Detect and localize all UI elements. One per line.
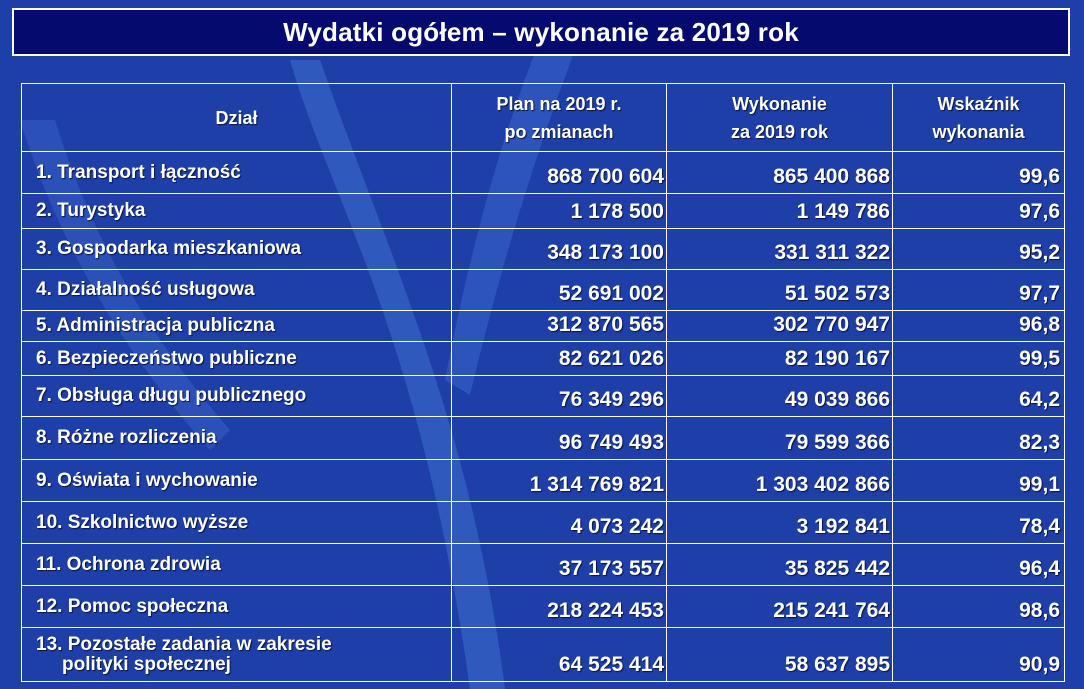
row-plan: 4 073 242 [452,502,667,544]
row-wykonanie: 331 311 322 [667,229,893,270]
table-row [22,586,1065,628]
row-name: 1. Transport i łączność [22,152,452,194]
table-row [22,544,1065,586]
row-plan: 1 178 500 [452,194,667,229]
table-row [22,628,1065,682]
row-wskaznik: 96,8 [893,311,1065,342]
page-title: Wydatki ogółem – wykonanie za 2019 rok [283,16,799,47]
row-name: 6. Bezpieczeństwo publiczne [22,342,452,376]
row-wskaznik: 97,6 [893,194,1065,229]
row-wykonanie: 58 637 895 [667,628,893,682]
row-name: 2. Turystyka [22,194,452,229]
row-wskaznik: 97,7 [893,270,1065,311]
title-bar [12,8,1070,56]
header-row [22,84,1065,152]
row-plan: 348 173 100 [452,229,667,270]
row-wskaznik: 82,3 [893,417,1065,460]
row-wykonanie: 35 825 442 [667,544,893,586]
row-plan: 64 525 414 [452,628,667,682]
row-wykonanie: 79 599 366 [667,417,893,460]
row-wykonanie: 51 502 573 [667,270,893,311]
table-row [22,194,1065,229]
table-row [22,152,1065,194]
row-name: 10. Szkolnictwo wyższe [22,502,452,544]
row-plan: 312 870 565 [452,311,667,342]
table-row [22,342,1065,376]
table-row [22,460,1065,502]
row-wskaznik: 95,2 [893,229,1065,270]
row-name: 12. Pomoc społeczna [22,586,452,628]
row-name: 3. Gospodarka mieszkaniowa [22,229,452,270]
row-wskaznik: 99,5 [893,342,1065,376]
table-row [22,417,1065,460]
row-plan: 218 224 453 [452,586,667,628]
row-wykonanie: 49 039 866 [667,376,893,417]
row-wykonanie: 1 149 786 [667,194,893,229]
row-name: 13. Pozostałe zadania w zakresie polityki społecznej [22,628,452,682]
row-wykonanie: 215 241 764 [667,586,893,628]
row-plan: 96 749 493 [452,417,667,460]
row-wykonanie: 865 400 868 [667,152,893,194]
header-plan: Plan na 2019 r. po zmianach [452,84,667,152]
row-wskaznik: 90,9 [893,628,1065,682]
row-name: 4. Działalność usługowa [22,270,452,311]
table-row [22,376,1065,417]
row-wskaznik: 64,2 [893,376,1065,417]
row-plan: 37 173 557 [452,544,667,586]
header-wskaznik: Wskaźnik wykonania [893,84,1065,152]
header-wykonanie: Wykonanie za 2019 rok [667,84,893,152]
row-wskaznik: 99,6 [893,152,1065,194]
row-wykonanie: 82 190 167 [667,342,893,376]
row-wskaznik: 98,6 [893,586,1065,628]
row-plan: 52 691 002 [452,270,667,311]
row-name: 9. Oświata i wychowanie [22,460,452,502]
row-name: 7. Obsługa długu publicznego [22,376,452,417]
row-wskaznik: 78,4 [893,502,1065,544]
header-dzial: Dział [22,84,452,152]
row-wskaznik: 99,1 [893,460,1065,502]
row-name: 5. Administracja publiczna [22,311,452,342]
table-row [22,229,1065,270]
table-row [22,502,1065,544]
table-row [22,311,1065,342]
row-plan: 1 314 769 821 [452,460,667,502]
expenditure-table [21,83,1065,682]
row-plan: 868 700 604 [452,152,667,194]
row-wskaznik: 96,4 [893,544,1065,586]
row-wykonanie: 1 303 402 866 [667,460,893,502]
row-wykonanie: 3 192 841 [667,502,893,544]
row-name: 8. Różne rozliczenia [22,417,452,460]
table-row [22,270,1065,311]
row-wykonanie: 302 770 947 [667,311,893,342]
row-plan: 82 621 026 [452,342,667,376]
row-name: 11. Ochrona zdrowia [22,544,452,586]
row-plan: 76 349 296 [452,376,667,417]
